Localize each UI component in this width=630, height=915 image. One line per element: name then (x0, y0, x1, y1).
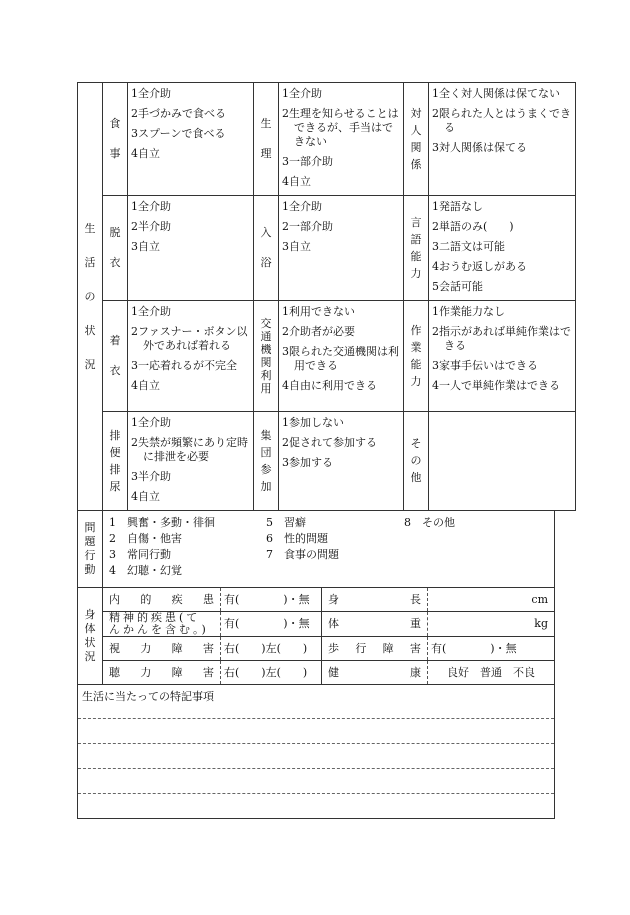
justified-label: 精神的疾患(てんかんを含む。) (109, 611, 209, 636)
category-label: 対 人 関 係 (404, 83, 429, 196)
problem-item: 2 自傷・他害 (109, 532, 182, 545)
body-value2: kg (428, 612, 555, 637)
body-label2 (322, 588, 428, 612)
problem-item: 5 習癖 (266, 516, 306, 529)
body-label (103, 637, 221, 661)
justified-label: 体 重 (328, 617, 421, 630)
option-item[interactable]: 3半介助 (131, 470, 171, 483)
notes-line[interactable] (78, 794, 555, 819)
notes-line[interactable] (78, 744, 555, 769)
body-label2 (322, 612, 428, 637)
notes-title: 生活に当たっての特記事項 (78, 684, 555, 719)
problem-item: 6 性的問題 (266, 532, 328, 545)
option-item[interactable]: 2ファスナー・ボタン以外であれば着れる (131, 325, 248, 352)
option-item[interactable]: 2指示があれば単純作業はできる (432, 325, 571, 352)
option-item[interactable]: 1全介助 (131, 416, 171, 429)
problem-table (77, 510, 555, 588)
assessment-form (77, 82, 571, 819)
body-value: 有( )・無 (221, 588, 322, 612)
category-label: 排 便 排 尿 (103, 412, 128, 511)
justified-label: 身 長 (328, 592, 421, 606)
body-value: 右( )左( ) (221, 637, 322, 661)
category-label: 言 語 能 力 (404, 196, 429, 301)
body-label (103, 612, 221, 637)
option-item[interactable]: 3一応着れるが不完全 (131, 359, 237, 372)
life-table (77, 82, 576, 511)
body-table (77, 587, 555, 685)
justified-label: 歩 行 障 害 (328, 641, 421, 655)
option-item[interactable]: 4自立 (131, 490, 160, 503)
option-item[interactable]: 3一部介助 (282, 155, 333, 168)
body-value: 有( )・無 (221, 612, 322, 637)
option-item[interactable]: 3自立 (131, 240, 160, 253)
body-value2: cm (428, 588, 555, 612)
body-title: 身 体 状 況 (78, 588, 103, 685)
option-item[interactable]: 2生理を知らせることはできるが、手当はできない (282, 107, 399, 148)
option-list (279, 412, 404, 511)
body-value: 右( )左( ) (221, 661, 322, 685)
notes-line[interactable] (78, 719, 555, 744)
problem-item: 8 その他 (404, 516, 455, 529)
option-item[interactable]: 1全介助 (131, 305, 171, 318)
option-list (429, 301, 576, 412)
notes-line[interactable] (78, 769, 555, 794)
justified-label: 聴 力 障 害 (109, 665, 214, 679)
option-item[interactable]: 3家事手伝いはできる (432, 359, 538, 372)
body-label2 (322, 661, 428, 685)
problem-title: 問 題 行 動 (78, 511, 103, 588)
body-label (103, 661, 221, 685)
option-item[interactable]: 4おうむ返しがある (432, 260, 527, 273)
option-item[interactable]: 2手づかみで食べる (131, 107, 226, 120)
option-item[interactable]: 1利用できない (282, 305, 355, 318)
option-item[interactable]: 1発語なし (432, 200, 483, 213)
category-label: 着 衣 (103, 301, 128, 412)
option-item[interactable]: 3自立 (282, 240, 311, 253)
option-item[interactable]: 1全く対人関係は保てない (432, 87, 560, 100)
body-label (103, 588, 221, 612)
justified-label: 内 的 疾 患 (109, 592, 214, 606)
category-label: 生 理 (254, 83, 279, 196)
problem-item: 3 常同行動 (109, 548, 171, 561)
problem-item: 4 幻聴・幻覚 (109, 564, 182, 577)
category-label: 集 団 参 加 (254, 412, 279, 511)
option-item[interactable]: 2単語のみ( ) (432, 220, 514, 233)
option-list (429, 412, 576, 511)
option-item[interactable]: 3対人関係は保てる (432, 141, 527, 154)
option-list (429, 83, 576, 196)
option-item[interactable]: 1全介助 (282, 200, 322, 213)
body-value2: 良好 普通 不良 (428, 661, 555, 685)
option-item[interactable]: 3参加する (282, 456, 333, 469)
option-item[interactable]: 2促されて参加する (282, 436, 377, 449)
option-item[interactable]: 4自立 (131, 379, 160, 392)
option-list (429, 196, 576, 301)
option-list (128, 83, 254, 196)
category-label: 食 事 (103, 83, 128, 196)
option-item[interactable]: 4自立 (282, 175, 311, 188)
problem-item: 1 興奮・多動・徘徊 (109, 516, 215, 529)
life-title: 生 活 の 状 況 (78, 83, 103, 511)
option-item[interactable]: 3限られた交通機関は利用できる (282, 345, 399, 372)
body-value2: 有( )・無 (428, 637, 555, 661)
option-item[interactable]: 4自立 (131, 147, 160, 160)
problem-item: 7 食事の問題 (266, 548, 339, 561)
option-list (128, 301, 254, 412)
justified-label: 健 康 (328, 665, 421, 679)
option-list (279, 83, 404, 196)
option-item[interactable]: 1全介助 (131, 87, 171, 100)
option-item[interactable]: 5会話可能 (432, 280, 483, 293)
problem-list (103, 511, 555, 588)
category-label: そ の 他 (404, 412, 429, 511)
option-list (279, 301, 404, 412)
option-item[interactable]: 1作業能力なし (432, 305, 505, 318)
justified-label: 視 力 障 害 (109, 641, 214, 655)
option-item[interactable]: 4一人で単純作業はできる (432, 379, 560, 392)
option-item[interactable]: 1全介助 (282, 87, 322, 100)
option-list (128, 412, 254, 511)
option-item[interactable]: 2一部介助 (282, 220, 333, 233)
notes-table (77, 684, 555, 819)
option-item[interactable]: 1全介助 (131, 200, 171, 213)
category-label: 作 業 能 力 (404, 301, 429, 412)
option-item[interactable]: 3スプーンで食べる (131, 127, 226, 140)
option-item[interactable]: 2介助者が必要 (282, 325, 355, 338)
option-item[interactable]: 2限られた人とはうまくできる (432, 107, 571, 134)
option-item[interactable]: 2半介助 (131, 220, 171, 233)
option-item[interactable]: 3二語文は可能 (432, 240, 505, 253)
option-list (128, 196, 254, 301)
body-label2 (322, 637, 428, 661)
category-label: 入 浴 (254, 196, 279, 301)
option-item[interactable]: 1参加しない (282, 416, 344, 429)
category-label: 脱 衣 (103, 196, 128, 301)
category-label: 交 通 機 関 利 用 (254, 301, 279, 412)
option-item[interactable]: 2失禁が頻繁にあり定時に排泄を必要 (131, 436, 248, 463)
option-item[interactable]: 4自由に利用できる (282, 379, 377, 392)
option-list (279, 196, 404, 301)
